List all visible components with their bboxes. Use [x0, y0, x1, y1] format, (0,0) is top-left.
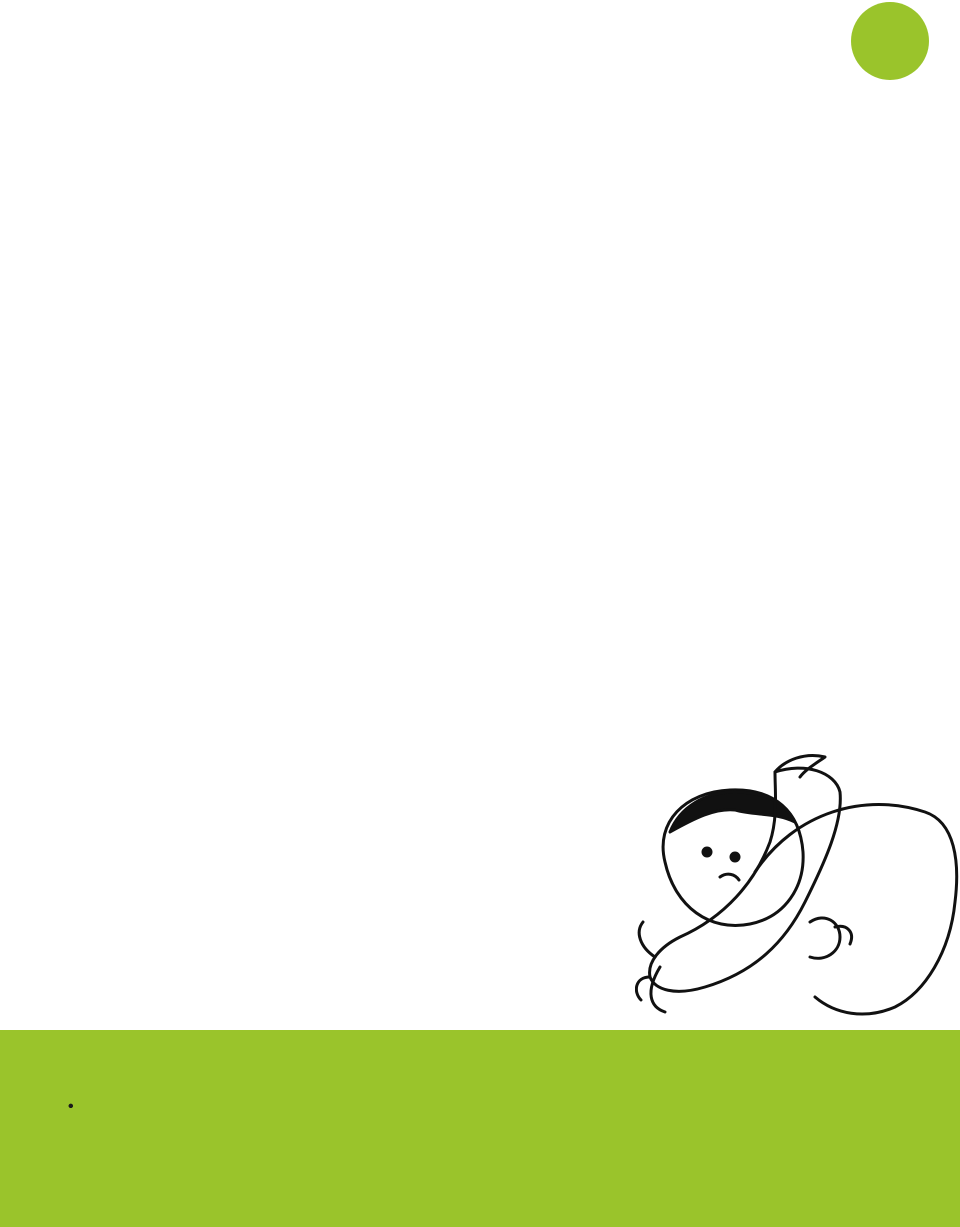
bottom-dot-border	[0, 1024, 960, 1038]
top-dot-border	[0, 0, 960, 30]
info-panel-background	[0, 1030, 960, 1227]
page-number-badge	[851, 2, 929, 80]
child-hugging-fish-illustration	[635, 752, 960, 1022]
